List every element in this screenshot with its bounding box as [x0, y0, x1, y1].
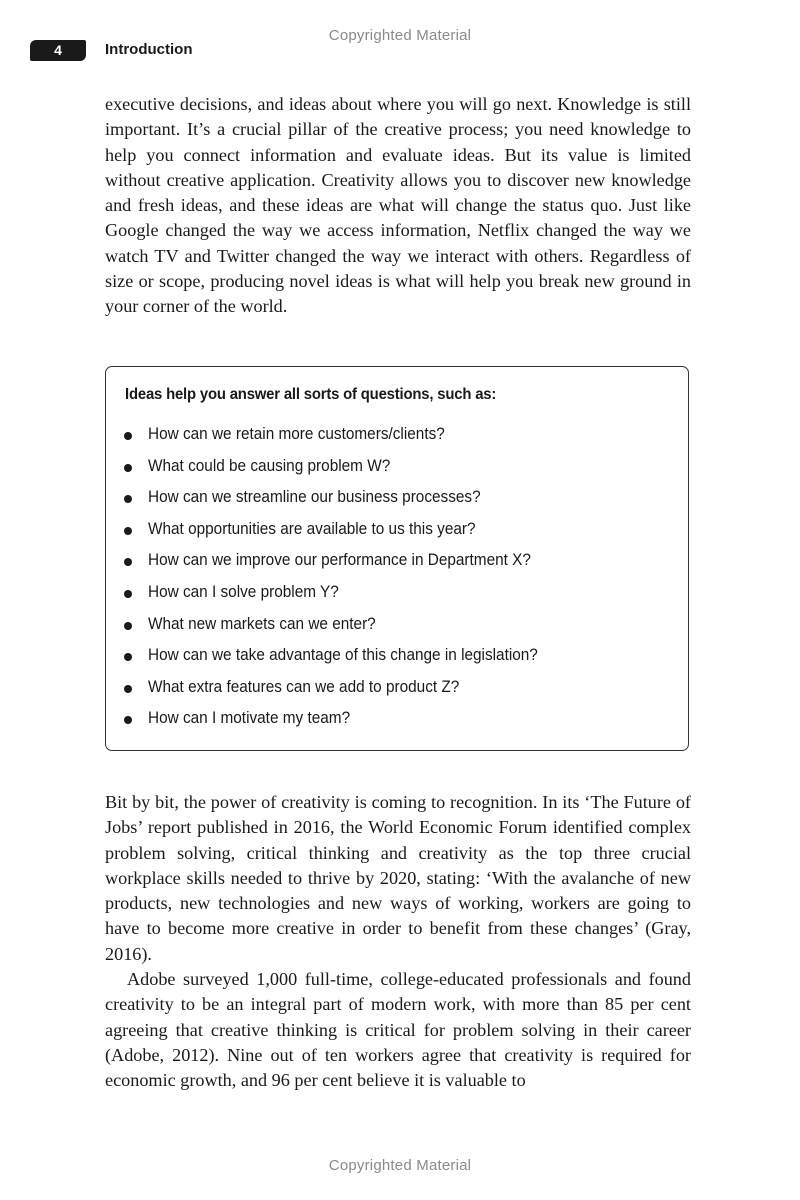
bullet-icon — [124, 685, 132, 693]
questions-box — [105, 366, 689, 751]
list-item: What new markets can we enter? — [124, 615, 567, 647]
list-item: How can I solve problem Y? — [124, 583, 567, 615]
bullet-icon — [124, 495, 132, 503]
list-item: What could be causing problem W? — [124, 457, 567, 489]
list-item: How can we improve our performance in Department X? — [124, 551, 567, 583]
body-paragraph-3: Adobe surveyed 1,000 full-time, college-educated professionals and found creativity to be an integral part of modern work, with more than 85 per cent agreeing that creative thinking is critical for problem solving in their career (Adobe, 2012). Nine out of ten workers agree that creativity is required for economic growth, and 96 per cent believe it is valuable to — [105, 969, 691, 1091]
questions-box-title: Ideas help you answer all sorts of questions, such as: — [125, 386, 497, 403]
bullet-icon — [124, 558, 132, 566]
list-item: How can I motivate my team? — [124, 709, 567, 741]
list-item: How can we streamline our business processes? — [124, 488, 567, 520]
body-paragraph-1: executive decisions, and ideas about where you will go next. Knowledge is still important. It’s a crucial pillar of the creative process; you need knowledge to help you connect information and evaluate ideas. But its value is limited without creative application. Creativity allows you to discover new knowledge and fresh ideas, and these ideas are what will change the status quo. Just like Google changed the way we access information, Netflix changed the way we watch TV and Twitter changed the way we interact with others. Regardless of size or scope, producing novel ideas is what will help you break new ground in your corner of the world. — [105, 94, 691, 317]
list-item: How can we take advantage of this change in legislation? — [124, 646, 567, 678]
copyright-watermark-top: Copyrighted Material — [328, 27, 472, 44]
list-item: What extra features can we add to product Z? — [124, 678, 567, 710]
list-item: How can we retain more customers/clients? — [124, 425, 567, 457]
bullet-icon — [124, 464, 132, 472]
list-item: What opportunities are available to us this year? — [124, 520, 567, 552]
questions-list — [124, 425, 567, 741]
bullet-icon — [124, 716, 132, 724]
bullet-icon — [124, 622, 132, 630]
body-paragraph-2: Bit by bit, the power of creativity is coming to recognition. In its ‘The Future of Jobs’ report published in 2016, the World Economic Forum identified complex problem solving, critical thinking and creativity as the top three crucial workplace skills needed to thrive by 2020, stating: ‘With the avalanche of new products, new technologies and new ways of working, workers are going to have to become more creative in order to benefit from these changes’ (Gray, 2016). — [105, 792, 691, 964]
bullet-icon — [124, 527, 132, 535]
copyright-watermark-bottom: Copyrighted Material — [328, 1157, 472, 1174]
bullet-icon — [124, 590, 132, 598]
running-head: Introduction — [105, 41, 193, 58]
page-number: 4 — [30, 40, 86, 61]
bullet-icon — [124, 432, 132, 440]
bullet-icon — [124, 653, 132, 661]
